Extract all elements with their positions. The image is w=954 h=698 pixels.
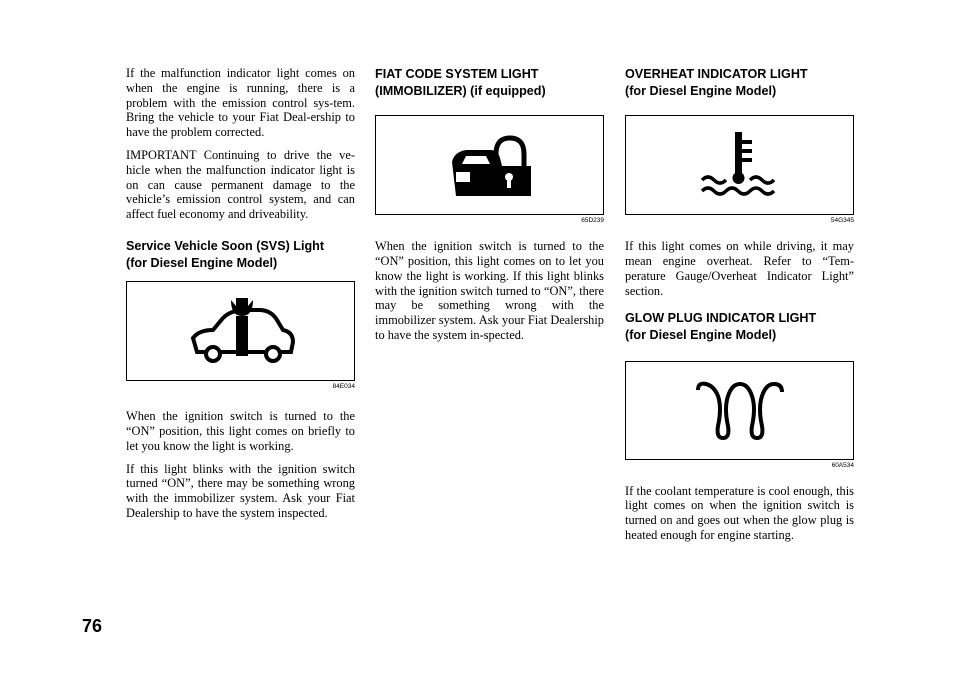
paragraph-glow-plug: If the coolant temperature is cool enough, this light comes on when the ignition switch is turned on and goes out when the glow plug is heated enough for engine starting. [625,483,854,542]
heading-overheat [625,66,854,99]
column-3 [625,66,854,551]
heading-overheat-line2: (for Diesel Engine Model) [625,83,777,98]
figure-code-immobilizer: 65D239 [581,217,604,225]
column-1 [126,66,355,529]
heading-fiat-code [375,66,604,99]
coolant-temperature-icon [626,116,853,214]
heading-glow-plug [625,310,854,343]
heading-svs-line2: (for Diesel Engine Model) [126,255,278,270]
paragraph-svs-on: When the ignition switch is turned to the “ON” position, this light comes on briefly to let you know the light is working. [126,409,355,453]
figure-glow-plug [625,361,854,460]
glow-plug-icon [626,362,853,459]
paragraph-overheat: If this light comes on while driving, it may mean engine overheat. Refer to “Tem-perature Gauge/Overheat Indicator Light” section. [625,239,854,298]
heading-svs-line1: Service Vehicle Soon (SVS) Light [126,238,325,253]
paragraph-malfunction: If the malfunction indicator light comes on when the engine is running, there is a problem with the emission control sys-tem. Bring the vehicle to your Fiat Deal-ership to have the problem corrected. [126,66,355,140]
heading-glow-plug-line1: GLOW PLUG INDICATOR LIGHT [625,311,817,326]
heading-svs-light [126,238,355,271]
car-padlock-icon [376,116,603,214]
figure-svs [126,281,355,381]
figure-immobilizer [375,115,604,215]
paragraph-important: IMPORTANT Continuing to drive the ve-hicle when the malfunction indicator light is on can cause permanent damage to the vehicle’s emission control system, and can affect fuel economy and driveability. [126,147,355,222]
paragraph-svs-blinks: If this light blinks with the ignition switch turned “ON”, there may be something wrong with the immobilizer system. Ask your Fiat Dealership to have the system inspected. [126,461,355,520]
heading-fiat-code-line2: (IMMOBILIZER) (if equipped) [375,83,546,98]
figure-code-glow-plug: 60A534 [831,461,854,469]
column-2 [375,66,604,351]
paragraph-immobilizer: When the ignition switch is turned to the “ON” position, this light comes on to let you know the light is working. If this light blinks with the ignition switch turned to “ON”, there may be something wrong with the immobilizer system. Ask your Fiat Dealership to have the system in-spected. [375,239,604,342]
heading-glow-plug-line2: (for Diesel Engine Model) [625,327,777,342]
page-number: 76 [82,616,103,636]
car-wrench-icon [127,282,354,380]
figure-code-overheat: 54G345 [830,217,854,225]
heading-overheat-line1: OVERHEAT INDICATOR LIGHT [625,67,808,81]
figure-code-svs: 84E034 [332,383,355,391]
heading-fiat-code-line1: FIAT CODE SYSTEM LIGHT [375,67,539,81]
figure-overheat [625,115,854,215]
